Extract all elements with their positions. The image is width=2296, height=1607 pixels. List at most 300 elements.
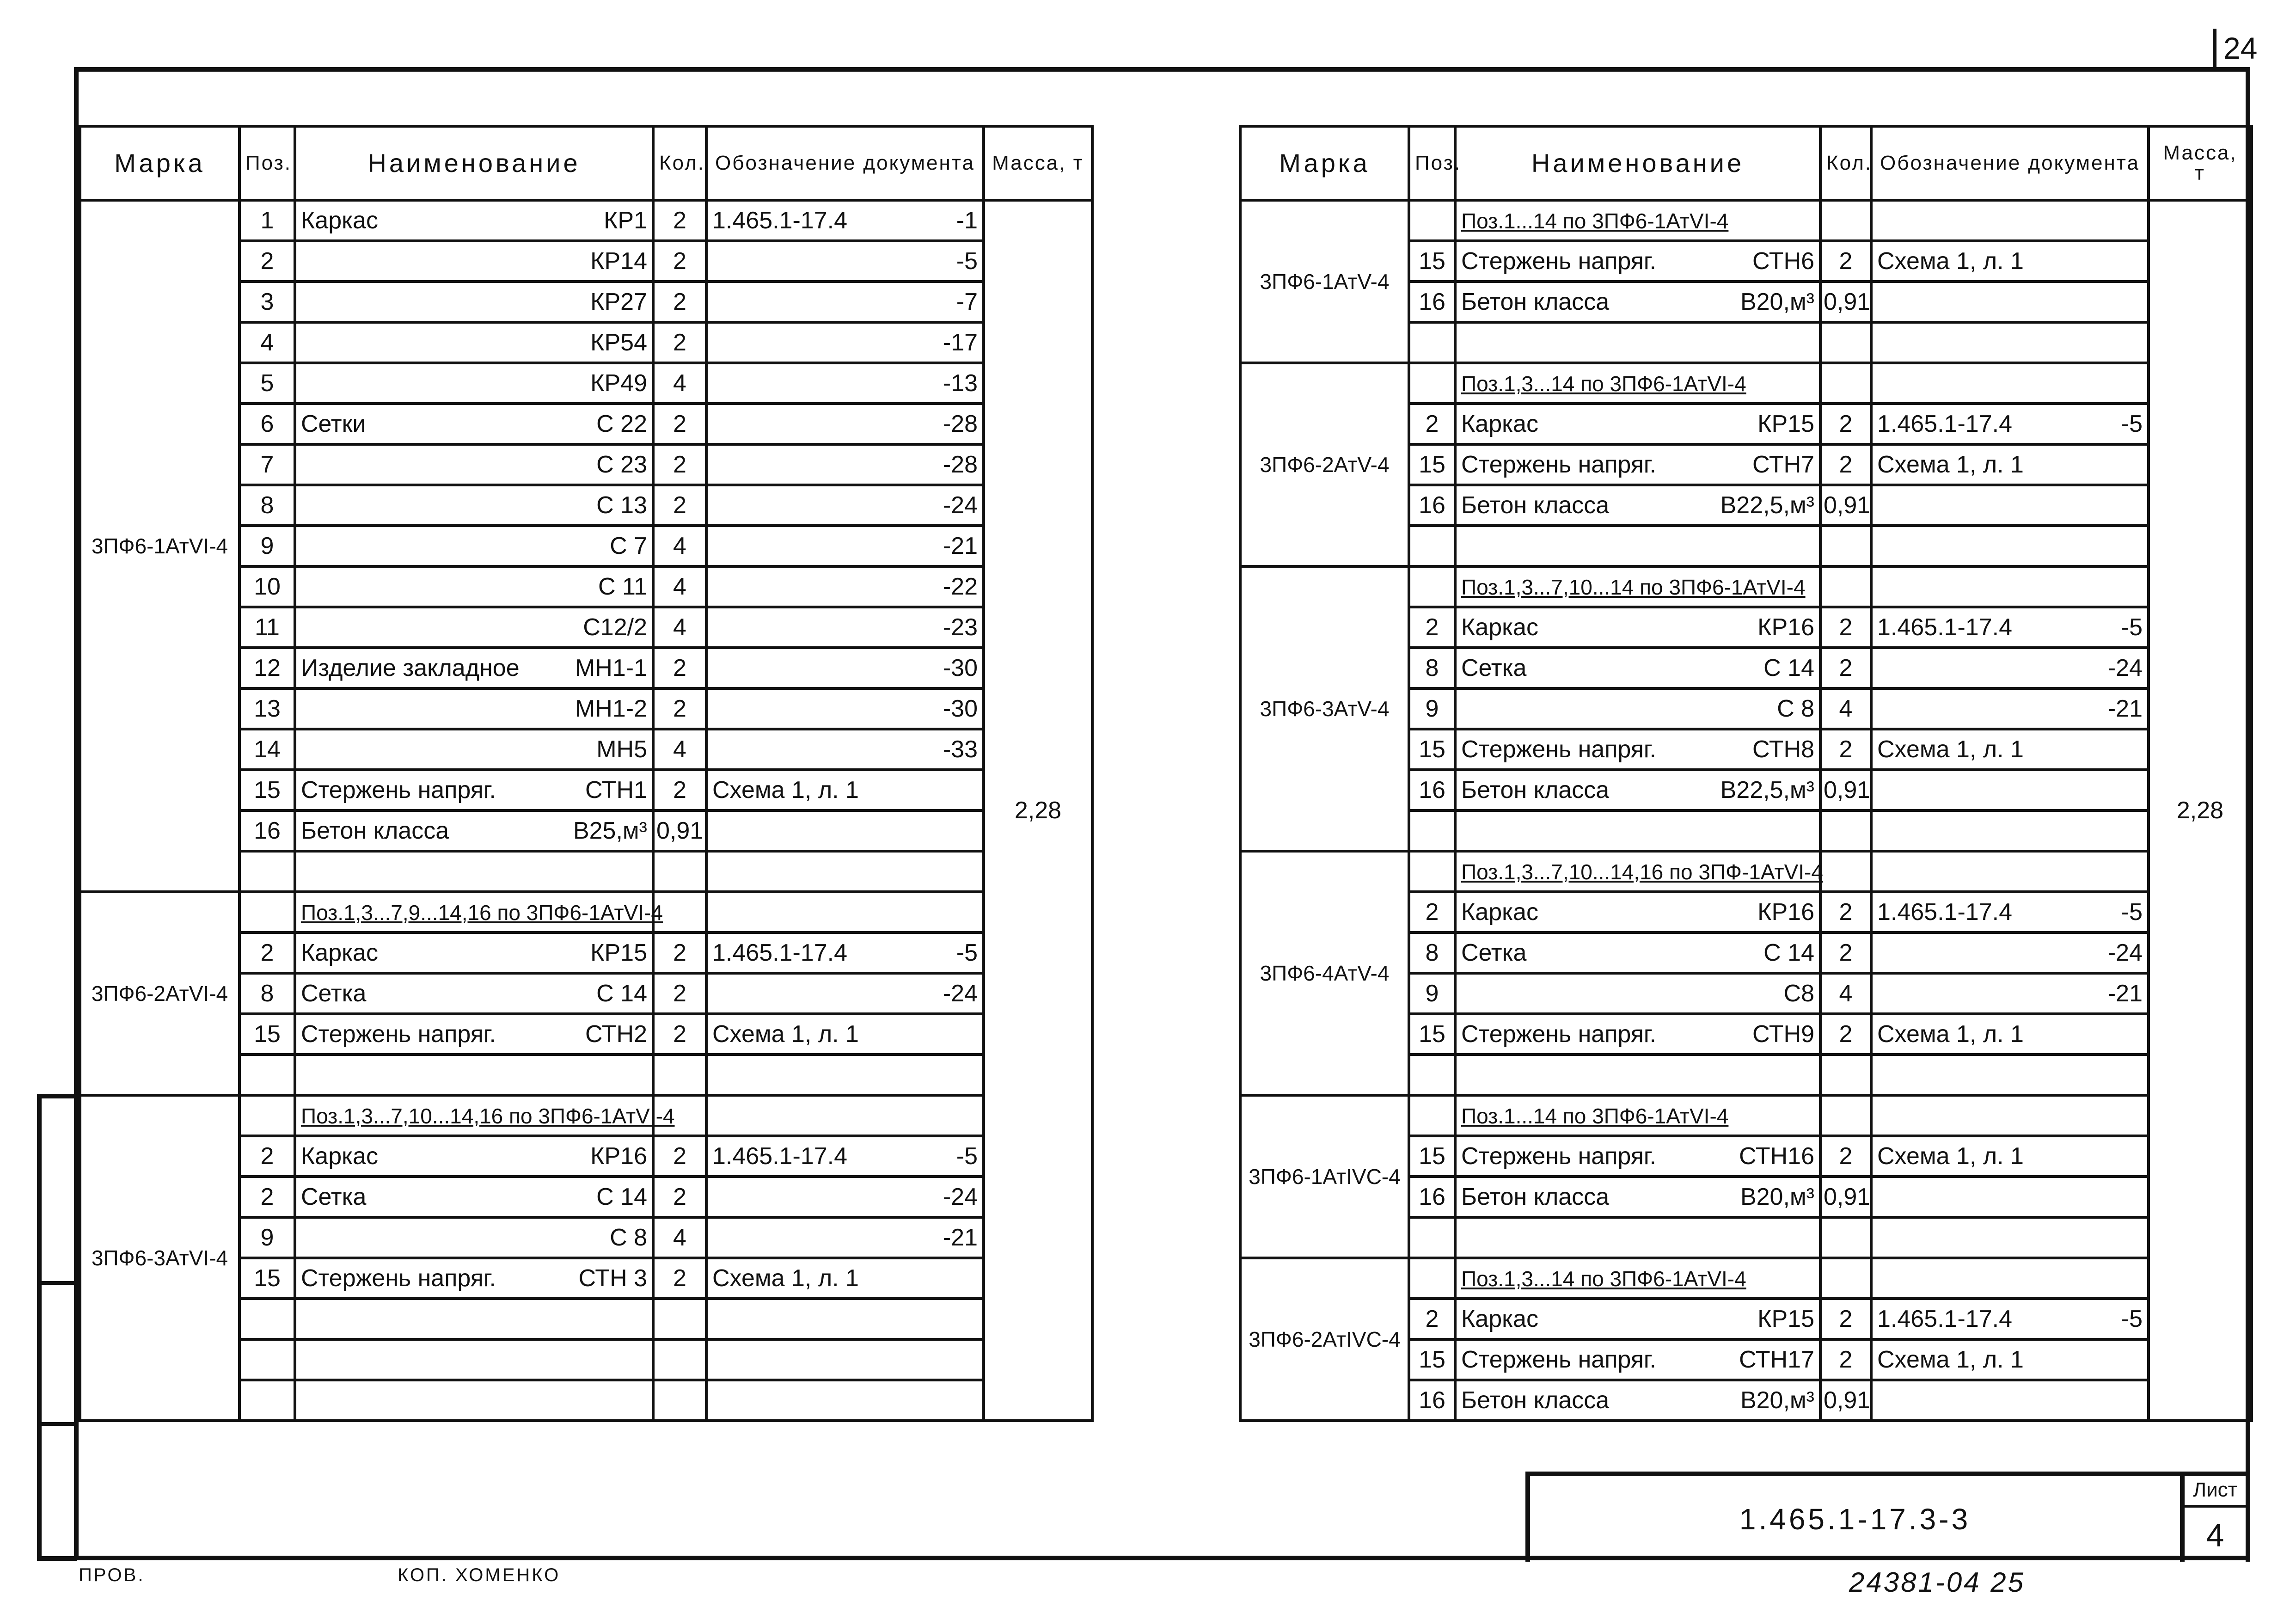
doc-designation: 1.465.1-17.4 (1877, 1306, 2013, 1332)
name-cell (295, 892, 663, 932)
pos-cell: 8 (239, 973, 295, 1014)
binding-strip (37, 1094, 77, 1561)
pos-cell: 1 (239, 200, 295, 241)
header-pos: Поз. (1409, 126, 1455, 200)
item-name: Каркас (1461, 1306, 1538, 1332)
mark-cell: 3ПФ6-3АтV-4 (1240, 566, 1409, 851)
item-code: С 14 (1763, 655, 1814, 681)
pos-cell: 3 (239, 282, 295, 322)
name-cell (295, 282, 653, 322)
doc-cell (706, 729, 984, 770)
doc-cell (1871, 241, 2149, 282)
name-cell (295, 485, 653, 526)
pos-cell: 2 (1409, 892, 1455, 932)
qty-cell: 2 (653, 648, 706, 688)
item-code: КР15 (1757, 411, 1814, 437)
doc-cell (1871, 1136, 2149, 1177)
name-cell (1455, 1258, 1820, 1299)
doc-suffix: -24 (943, 1184, 978, 1210)
reference-note: Поз.1...14 по 3ПФ6-1АтVI-4 (1461, 209, 1729, 233)
footer-copied: КОП. ХОМЕНКО (398, 1565, 561, 1585)
doc-suffix: -5 (2121, 411, 2143, 437)
pos-cell: 16 (1409, 282, 1455, 322)
item-name: Сетка (301, 1184, 367, 1210)
pos-cell: 2 (239, 241, 295, 282)
doc-cell (1871, 1299, 2149, 1339)
doc-suffix: -24 (943, 980, 978, 1007)
doc-cell (706, 485, 984, 526)
item-code: СТН16 (1739, 1143, 1814, 1170)
item-name: Каркас (1461, 411, 1538, 437)
doc-suffix: -21 (2107, 695, 2143, 722)
doc-cell (706, 322, 984, 363)
doc-cell (706, 1014, 984, 1055)
doc-designation: Схема 1, л. 1 (1877, 1143, 2024, 1170)
table-row (80, 200, 1092, 241)
table-row (1240, 200, 2252, 241)
sheet-number: 4 (2206, 1517, 2224, 1553)
sheet-box (2180, 1472, 2250, 1562)
doc-suffix: -7 (956, 288, 978, 315)
doc-cell (706, 810, 984, 851)
name-cell (295, 648, 653, 688)
item-code: С 22 (596, 411, 647, 437)
name-cell (1455, 1136, 1820, 1177)
pos-cell: 2 (239, 1177, 295, 1217)
name-cell (1455, 566, 1820, 607)
table-row (1240, 566, 2252, 607)
item-code: С 11 (598, 573, 647, 600)
doc-designation: Схема 1, л. 1 (1877, 1346, 2024, 1373)
pos-cell (239, 1339, 295, 1380)
doc-cell (1871, 607, 2149, 648)
name-cell (295, 241, 653, 282)
doc-cell (1871, 485, 2149, 526)
qty-cell (1820, 1095, 1871, 1136)
sheet-corner-number: 24 (2223, 31, 2258, 65)
item-code: КР27 (590, 288, 647, 315)
doc-suffix: -5 (2121, 899, 2143, 926)
item-code: С 8 (610, 1224, 647, 1251)
left-spec-table (79, 125, 1094, 1422)
item-code: В22,5,м³ (1720, 777, 1814, 804)
qty-cell: 4 (653, 566, 706, 607)
name-cell (295, 363, 653, 404)
doc-cell (706, 404, 984, 444)
mark-cell: 3ПФ6-1АтIVС-4 (1240, 1095, 1409, 1258)
qty-cell (1820, 1055, 1871, 1095)
item-code: С 13 (596, 492, 647, 519)
item-code: КР16 (1757, 899, 1814, 926)
name-cell (1455, 607, 1820, 648)
table-row (80, 1095, 1092, 1136)
doc-cell (1871, 932, 2149, 973)
qty-cell: 2 (1820, 1339, 1871, 1380)
doc-suffix: -21 (943, 1224, 978, 1251)
qty-cell: 2 (1820, 444, 1871, 485)
pos-cell: 7 (239, 444, 295, 485)
qty-cell: 0,91 (1820, 770, 1871, 810)
item-name: Каркас (1461, 614, 1538, 641)
name-cell (295, 1339, 653, 1380)
footer-checked: ПРОВ. (79, 1565, 145, 1585)
item-name: Бетон класса (1461, 777, 1610, 804)
reference-note: Поз.1,3...14 по 3ПФ6-1АтVI-4 (1461, 372, 1746, 396)
qty-cell (1820, 322, 1871, 363)
item-name: Бетон класса (301, 817, 449, 844)
name-cell (295, 688, 653, 729)
doc-suffix: -5 (956, 248, 978, 275)
qty-cell: 0,91 (1820, 1177, 1871, 1217)
item-code: КР1 (604, 207, 647, 234)
qty-cell: 0,91 (1820, 1380, 1871, 1421)
pos-cell (239, 1299, 295, 1339)
qty-cell: 4 (653, 526, 706, 566)
item-name: Каркас (1461, 899, 1538, 926)
doc-suffix: -24 (2107, 939, 2143, 966)
qty-cell (1820, 566, 1871, 607)
pos-cell: 4 (239, 322, 295, 363)
qty-cell (1820, 1217, 1871, 1258)
qty-cell: 2 (1820, 607, 1871, 648)
name-cell (1455, 485, 1820, 526)
doc-suffix: -28 (943, 411, 978, 437)
table-row (80, 892, 1092, 932)
header-mark: Марка (80, 126, 239, 200)
doc-suffix: -30 (943, 695, 978, 722)
qty-cell: 2 (653, 770, 706, 810)
reference-note: Поз.1,3...7,10...14,16 по 3ПФ6-1АтVI-4 (301, 1104, 675, 1128)
qty-cell: 4 (653, 607, 706, 648)
qty-cell (1820, 810, 1871, 851)
item-name: Стержень напряг. (1461, 248, 1656, 275)
doc-suffix: -5 (956, 939, 978, 966)
mark-cell: 3ПФ6-4АтV-4 (1240, 851, 1409, 1095)
mass-cell: 2,28 (2149, 200, 2252, 1421)
qty-cell: 2 (653, 404, 706, 444)
doc-designation: Схема 1, л. 1 (1877, 736, 2024, 763)
name-cell (295, 1136, 653, 1177)
pos-cell: 15 (239, 770, 295, 810)
qty-cell: 4 (653, 1217, 706, 1258)
doc-cell (1871, 729, 2149, 770)
reference-note: Поз.1,3...7,10...14,16 по 3ПФ-1АтVI-4 (1461, 860, 1823, 884)
doc-suffix: -1 (956, 207, 978, 234)
doc-suffix: -22 (943, 573, 978, 600)
item-name: Стержень напряг. (1461, 736, 1656, 763)
qty-cell: 2 (1820, 241, 1871, 282)
name-cell (1455, 729, 1820, 770)
name-cell (295, 1258, 653, 1299)
name-cell (295, 1055, 653, 1095)
qty-cell (1820, 851, 1871, 892)
pos-cell: 2 (239, 932, 295, 973)
pos-cell (239, 1055, 295, 1095)
name-cell (1455, 892, 1820, 932)
pos-cell: 15 (239, 1258, 295, 1299)
pos-cell: 16 (1409, 1380, 1455, 1421)
table-row (1240, 851, 2252, 892)
qty-cell: 2 (653, 973, 706, 1014)
doc-cell (1871, 973, 2149, 1014)
doc-cell (1871, 688, 2149, 729)
pos-cell (1409, 851, 1455, 892)
item-name: Стержень напряг. (1461, 1021, 1656, 1048)
doc-designation: Схема 1, л. 1 (1877, 1021, 2024, 1048)
table-row (1240, 1095, 2252, 1136)
doc-cell (706, 1258, 984, 1299)
header-doc: Обозначение документа (706, 126, 984, 200)
doc-cell (706, 851, 984, 892)
pos-cell (1409, 810, 1455, 851)
doc-cell (706, 1055, 984, 1095)
doc-cell (1871, 444, 2149, 485)
qty-cell (1820, 363, 1871, 404)
item-code: В20,м³ (1740, 288, 1814, 315)
name-cell (295, 444, 653, 485)
table-row (1240, 1258, 2252, 1299)
doc-suffix: -24 (943, 492, 978, 519)
doc-suffix: -5 (2121, 614, 2143, 641)
doc-suffix: -5 (956, 1143, 978, 1170)
header-name: Наименование (295, 126, 653, 200)
doc-cell (1871, 363, 2149, 404)
item-name: Каркас (301, 207, 378, 234)
doc-cell (706, 1380, 984, 1421)
doc-suffix: -21 (2107, 980, 2143, 1007)
doc-cell (706, 770, 984, 810)
name-cell (295, 526, 653, 566)
item-code: КР49 (590, 370, 647, 397)
name-cell (1455, 444, 1820, 485)
item-code: С 7 (610, 533, 647, 559)
item-name: Каркас (301, 1143, 378, 1170)
header-pos: Поз. (239, 126, 295, 200)
name-cell (1455, 1095, 1820, 1136)
pos-cell (1409, 1217, 1455, 1258)
item-code: КР54 (590, 329, 647, 356)
archive-number: 24381-04 25 (1849, 1567, 2025, 1598)
qty-cell: 2 (1820, 1136, 1871, 1177)
name-cell (1455, 200, 1820, 241)
pos-cell (1409, 1095, 1455, 1136)
doc-cell (1871, 200, 2149, 241)
name-cell (295, 770, 653, 810)
name-cell (1455, 322, 1820, 363)
qty-cell: 2 (1820, 1299, 1871, 1339)
name-cell (1455, 688, 1820, 729)
doc-suffix: -21 (943, 533, 978, 559)
pos-cell: 9 (239, 1217, 295, 1258)
pos-cell: 14 (239, 729, 295, 770)
doc-cell (706, 892, 984, 932)
qty-cell: 4 (653, 363, 706, 404)
name-cell (1455, 1339, 1820, 1380)
pos-cell (1409, 322, 1455, 363)
pos-cell (239, 1380, 295, 1421)
doc-cell (1871, 648, 2149, 688)
item-code: С 23 (596, 451, 647, 478)
name-cell (1455, 1055, 1820, 1095)
pos-cell: 10 (239, 566, 295, 607)
name-cell (1455, 851, 1823, 892)
pos-cell: 15 (1409, 729, 1455, 770)
item-code: КР16 (590, 1143, 647, 1170)
doc-cell (706, 241, 984, 282)
doc-cell (1871, 322, 2149, 363)
pos-cell: 9 (239, 526, 295, 566)
name-cell (1455, 404, 1820, 444)
qty-cell: 0,91 (653, 810, 706, 851)
item-code: С 14 (1763, 939, 1814, 966)
name-cell (295, 729, 653, 770)
item-name: Бетон класса (1461, 1387, 1610, 1414)
name-cell (1455, 1177, 1820, 1217)
name-cell (295, 810, 653, 851)
qty-cell: 0,91 (1820, 282, 1871, 322)
name-cell (295, 322, 653, 363)
mark-cell: 3ПФ6-2АтVI-4 (80, 892, 239, 1095)
doc-cell (706, 607, 984, 648)
item-code: С12/2 (583, 614, 647, 641)
name-cell (1455, 1014, 1820, 1055)
mark-cell: 3ПФ6-2АтV-4 (1240, 363, 1409, 566)
name-cell (1455, 241, 1820, 282)
doc-designation: 1.465.1-17.4 (712, 207, 848, 234)
qty-cell: 2 (653, 1014, 706, 1055)
item-code: В20,м³ (1740, 1184, 1814, 1210)
pos-cell (1409, 1258, 1455, 1299)
item-name: Сетка (1461, 655, 1527, 681)
name-cell (295, 973, 653, 1014)
pos-cell: 8 (1409, 932, 1455, 973)
pos-cell: 15 (1409, 241, 1455, 282)
name-cell (295, 1014, 653, 1055)
item-name: Сетка (1461, 939, 1527, 966)
doc-suffix: -30 (943, 655, 978, 681)
qty-cell: 2 (653, 322, 706, 363)
item-name: Сетка (301, 980, 367, 1007)
pos-cell (1409, 566, 1455, 607)
header-qty: Кол. (653, 126, 706, 200)
qty-cell: 4 (653, 729, 706, 770)
doc-cell (706, 1136, 984, 1177)
qty-cell: 4 (1820, 973, 1871, 1014)
name-cell (1455, 810, 1820, 851)
name-cell (295, 1095, 675, 1136)
item-code: МН1-2 (575, 695, 647, 722)
doc-cell (1871, 1380, 2149, 1421)
pos-cell: 2 (1409, 1299, 1455, 1339)
item-code: СТН6 (1752, 248, 1814, 275)
doc-designation: Схема 1, л. 1 (712, 1021, 859, 1048)
doc-designation: 1.465.1-17.4 (712, 1143, 848, 1170)
doc-cell (706, 282, 984, 322)
name-cell (1455, 932, 1820, 973)
name-cell (295, 1177, 653, 1217)
doc-cell (1871, 1217, 2149, 1258)
pos-cell: 12 (239, 648, 295, 688)
item-code: КР15 (590, 939, 647, 966)
doc-cell (1871, 1095, 2149, 1136)
pos-cell: 9 (1409, 973, 1455, 1014)
header-mass: Масса, т (2149, 126, 2252, 200)
pos-cell: 11 (239, 607, 295, 648)
item-code: СТН7 (1752, 451, 1814, 478)
doc-cell (706, 1217, 984, 1258)
doc-cell (706, 1339, 984, 1380)
qty-cell: 2 (653, 485, 706, 526)
item-code: СТН 3 (578, 1265, 647, 1292)
doc-cell (706, 526, 984, 566)
pos-cell: 2 (239, 1136, 295, 1177)
item-code: МН1-1 (575, 655, 647, 681)
qty-cell: 2 (1820, 729, 1871, 770)
doc-cell (1871, 1339, 2149, 1380)
name-cell (295, 932, 653, 973)
reference-note: Поз.1,3...7,10...14 по 3ПФ6-1АтVI-4 (1461, 575, 1806, 599)
pos-cell: 13 (239, 688, 295, 729)
item-name: Бетон класса (1461, 288, 1610, 315)
header-qty: Кол. (1820, 126, 1871, 200)
doc-cell (706, 688, 984, 729)
doc-suffix: -23 (943, 614, 978, 641)
qty-cell: 2 (653, 688, 706, 729)
mark-cell: 3ПФ6-1АтV-4 (1240, 200, 1409, 363)
name-cell (295, 1380, 653, 1421)
doc-cell (1871, 526, 2149, 566)
doc-cell (1871, 810, 2149, 851)
item-code: КР16 (1757, 614, 1814, 641)
qty-cell: 2 (653, 282, 706, 322)
qty-cell: 2 (1820, 932, 1871, 973)
doc-suffix: -17 (943, 329, 978, 356)
pos-cell: 16 (1409, 1177, 1455, 1217)
item-name: Стержень напряг. (1461, 451, 1656, 478)
header-mark: Марка (1240, 126, 1409, 200)
table-row (1240, 363, 2252, 404)
reference-note: Поз.1,3...14 по 3ПФ6-1АтVI-4 (1461, 1267, 1746, 1291)
qty-cell (653, 1299, 706, 1339)
doc-cell (1871, 1258, 2149, 1299)
name-cell (295, 1299, 653, 1339)
doc-cell (1871, 282, 2149, 322)
doc-suffix: -13 (943, 370, 978, 397)
sheet-corner-mark (2213, 29, 2216, 70)
pos-cell (1409, 1055, 1455, 1095)
pos-cell: 8 (1409, 648, 1455, 688)
doc-cell (706, 200, 984, 241)
pos-cell: 15 (1409, 1339, 1455, 1380)
item-name: Стержень напряг. (301, 777, 496, 804)
pos-cell: 15 (239, 1014, 295, 1055)
item-code: С 14 (596, 1184, 647, 1210)
right-spec-table (1239, 125, 2253, 1422)
doc-cell (1871, 566, 2149, 607)
name-cell (295, 607, 653, 648)
qty-cell: 0,91 (1820, 485, 1871, 526)
name-cell (1455, 363, 1820, 404)
doc-cell (1871, 851, 2149, 892)
pos-cell (1409, 526, 1455, 566)
item-name: Изделие закладное (301, 655, 520, 681)
pos-cell: 15 (1409, 444, 1455, 485)
pos-cell: 9 (1409, 688, 1455, 729)
doc-cell (706, 1299, 984, 1339)
item-name: Стержень напряг. (1461, 1346, 1656, 1373)
pos-cell: 16 (1409, 485, 1455, 526)
qty-cell: 2 (653, 241, 706, 282)
